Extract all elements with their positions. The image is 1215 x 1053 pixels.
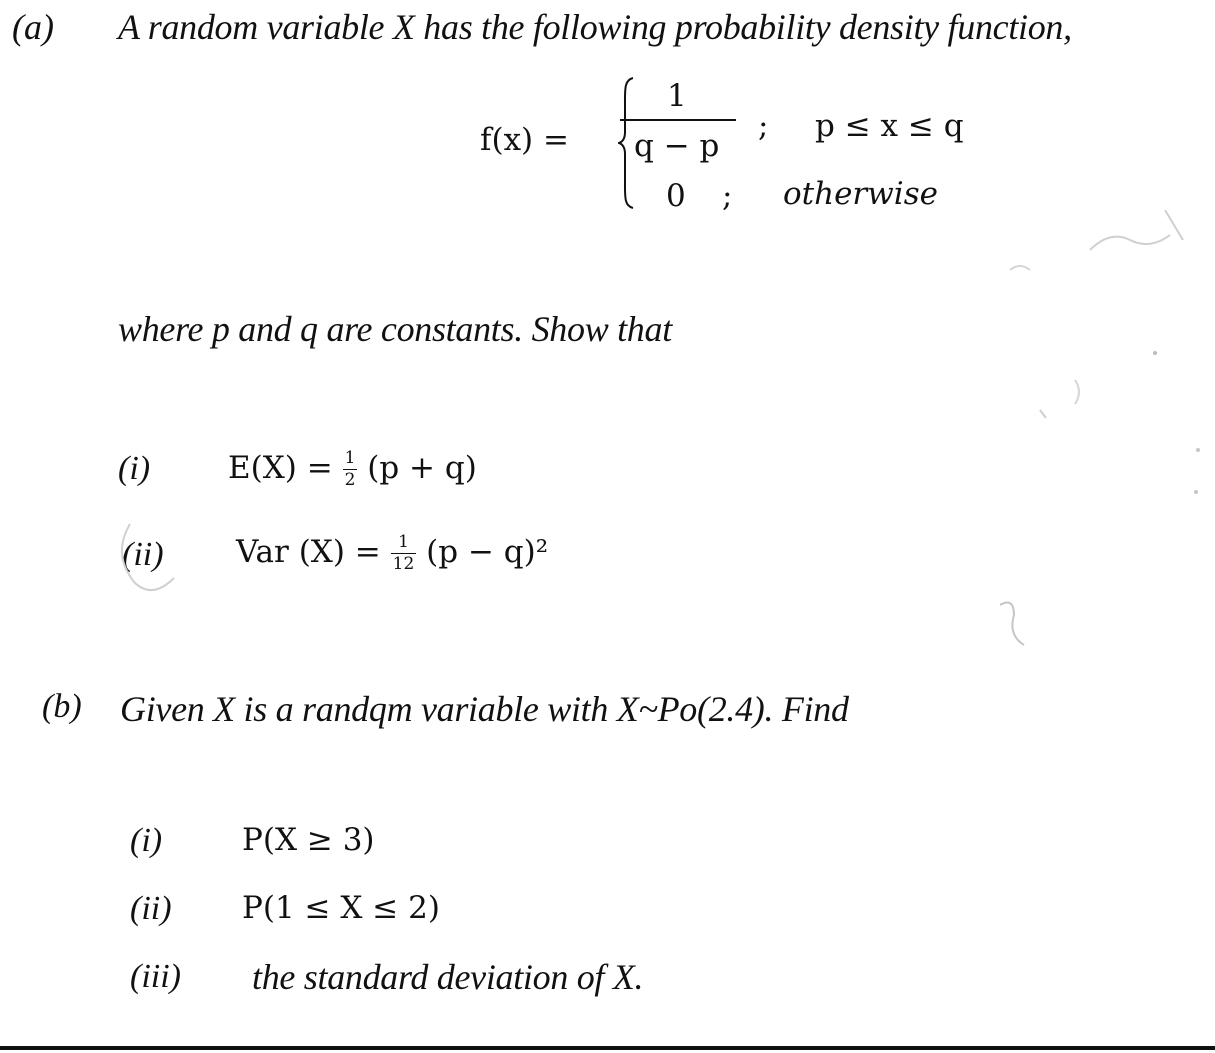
pdf-lhs: f(x) =	[480, 122, 569, 158]
part-b-item-i-text: P(X ≥ 3)	[242, 822, 375, 858]
part-b-item-ii-label: (ii)	[130, 890, 172, 927]
part-b-intro: Given X is a randqm variable with X~Po(2.4). Find	[120, 689, 849, 729]
expectation-equation	[228, 450, 477, 489]
part-a-item-i-label: (i)	[118, 450, 151, 487]
expectation-frac-num: 1	[344, 448, 356, 468]
variance-rest: (p − q)²	[426, 534, 549, 570]
expectation-rest: (p + q)	[367, 450, 477, 486]
case1-denominator: q − p	[634, 128, 720, 164]
part-b-label: (b)	[42, 688, 82, 725]
variance-fraction	[391, 534, 417, 573]
part-a-follow-text: where p and q are constants. Show that	[118, 309, 672, 349]
part-b-item-ii-text: P(1 ≤ X ≤ 2)	[242, 890, 440, 926]
part-b-item-iii-text: the standard deviation of X.	[252, 957, 644, 997]
part-a-intro: A random variable X has the following probability density function,	[118, 7, 1072, 47]
case1-fraction-bar	[620, 119, 736, 121]
expectation-lhs: E(X) =	[228, 450, 333, 486]
case1-condition: p ≤ x ≤ q	[815, 108, 964, 144]
case2-separator: ;	[722, 178, 733, 214]
case2-condition: otherwise	[783, 176, 938, 212]
variance-equation	[236, 534, 548, 573]
case1-numerator: 1	[667, 78, 687, 114]
scan-arc-icon	[108, 520, 178, 610]
expectation-fraction	[343, 450, 358, 489]
part-a-label: (a)	[12, 7, 54, 47]
part-a-item-ii-label: (ii)	[122, 536, 164, 573]
case1-separator: ;	[758, 108, 769, 144]
left-brace-icon	[618, 76, 634, 210]
variance-frac-num: 1	[391, 534, 417, 554]
case2-value: 0	[666, 178, 686, 214]
scan-marks-icon	[1000, 210, 1200, 670]
expectation-frac-den: 2	[344, 470, 356, 490]
bottom-rule	[0, 1046, 1215, 1050]
part-b-item-i-label: (i)	[130, 822, 163, 859]
variance-frac-den: 12	[392, 554, 415, 574]
part-b-item-iii-label: (iii)	[130, 958, 181, 995]
variance-lhs: Var (X) =	[236, 534, 381, 570]
